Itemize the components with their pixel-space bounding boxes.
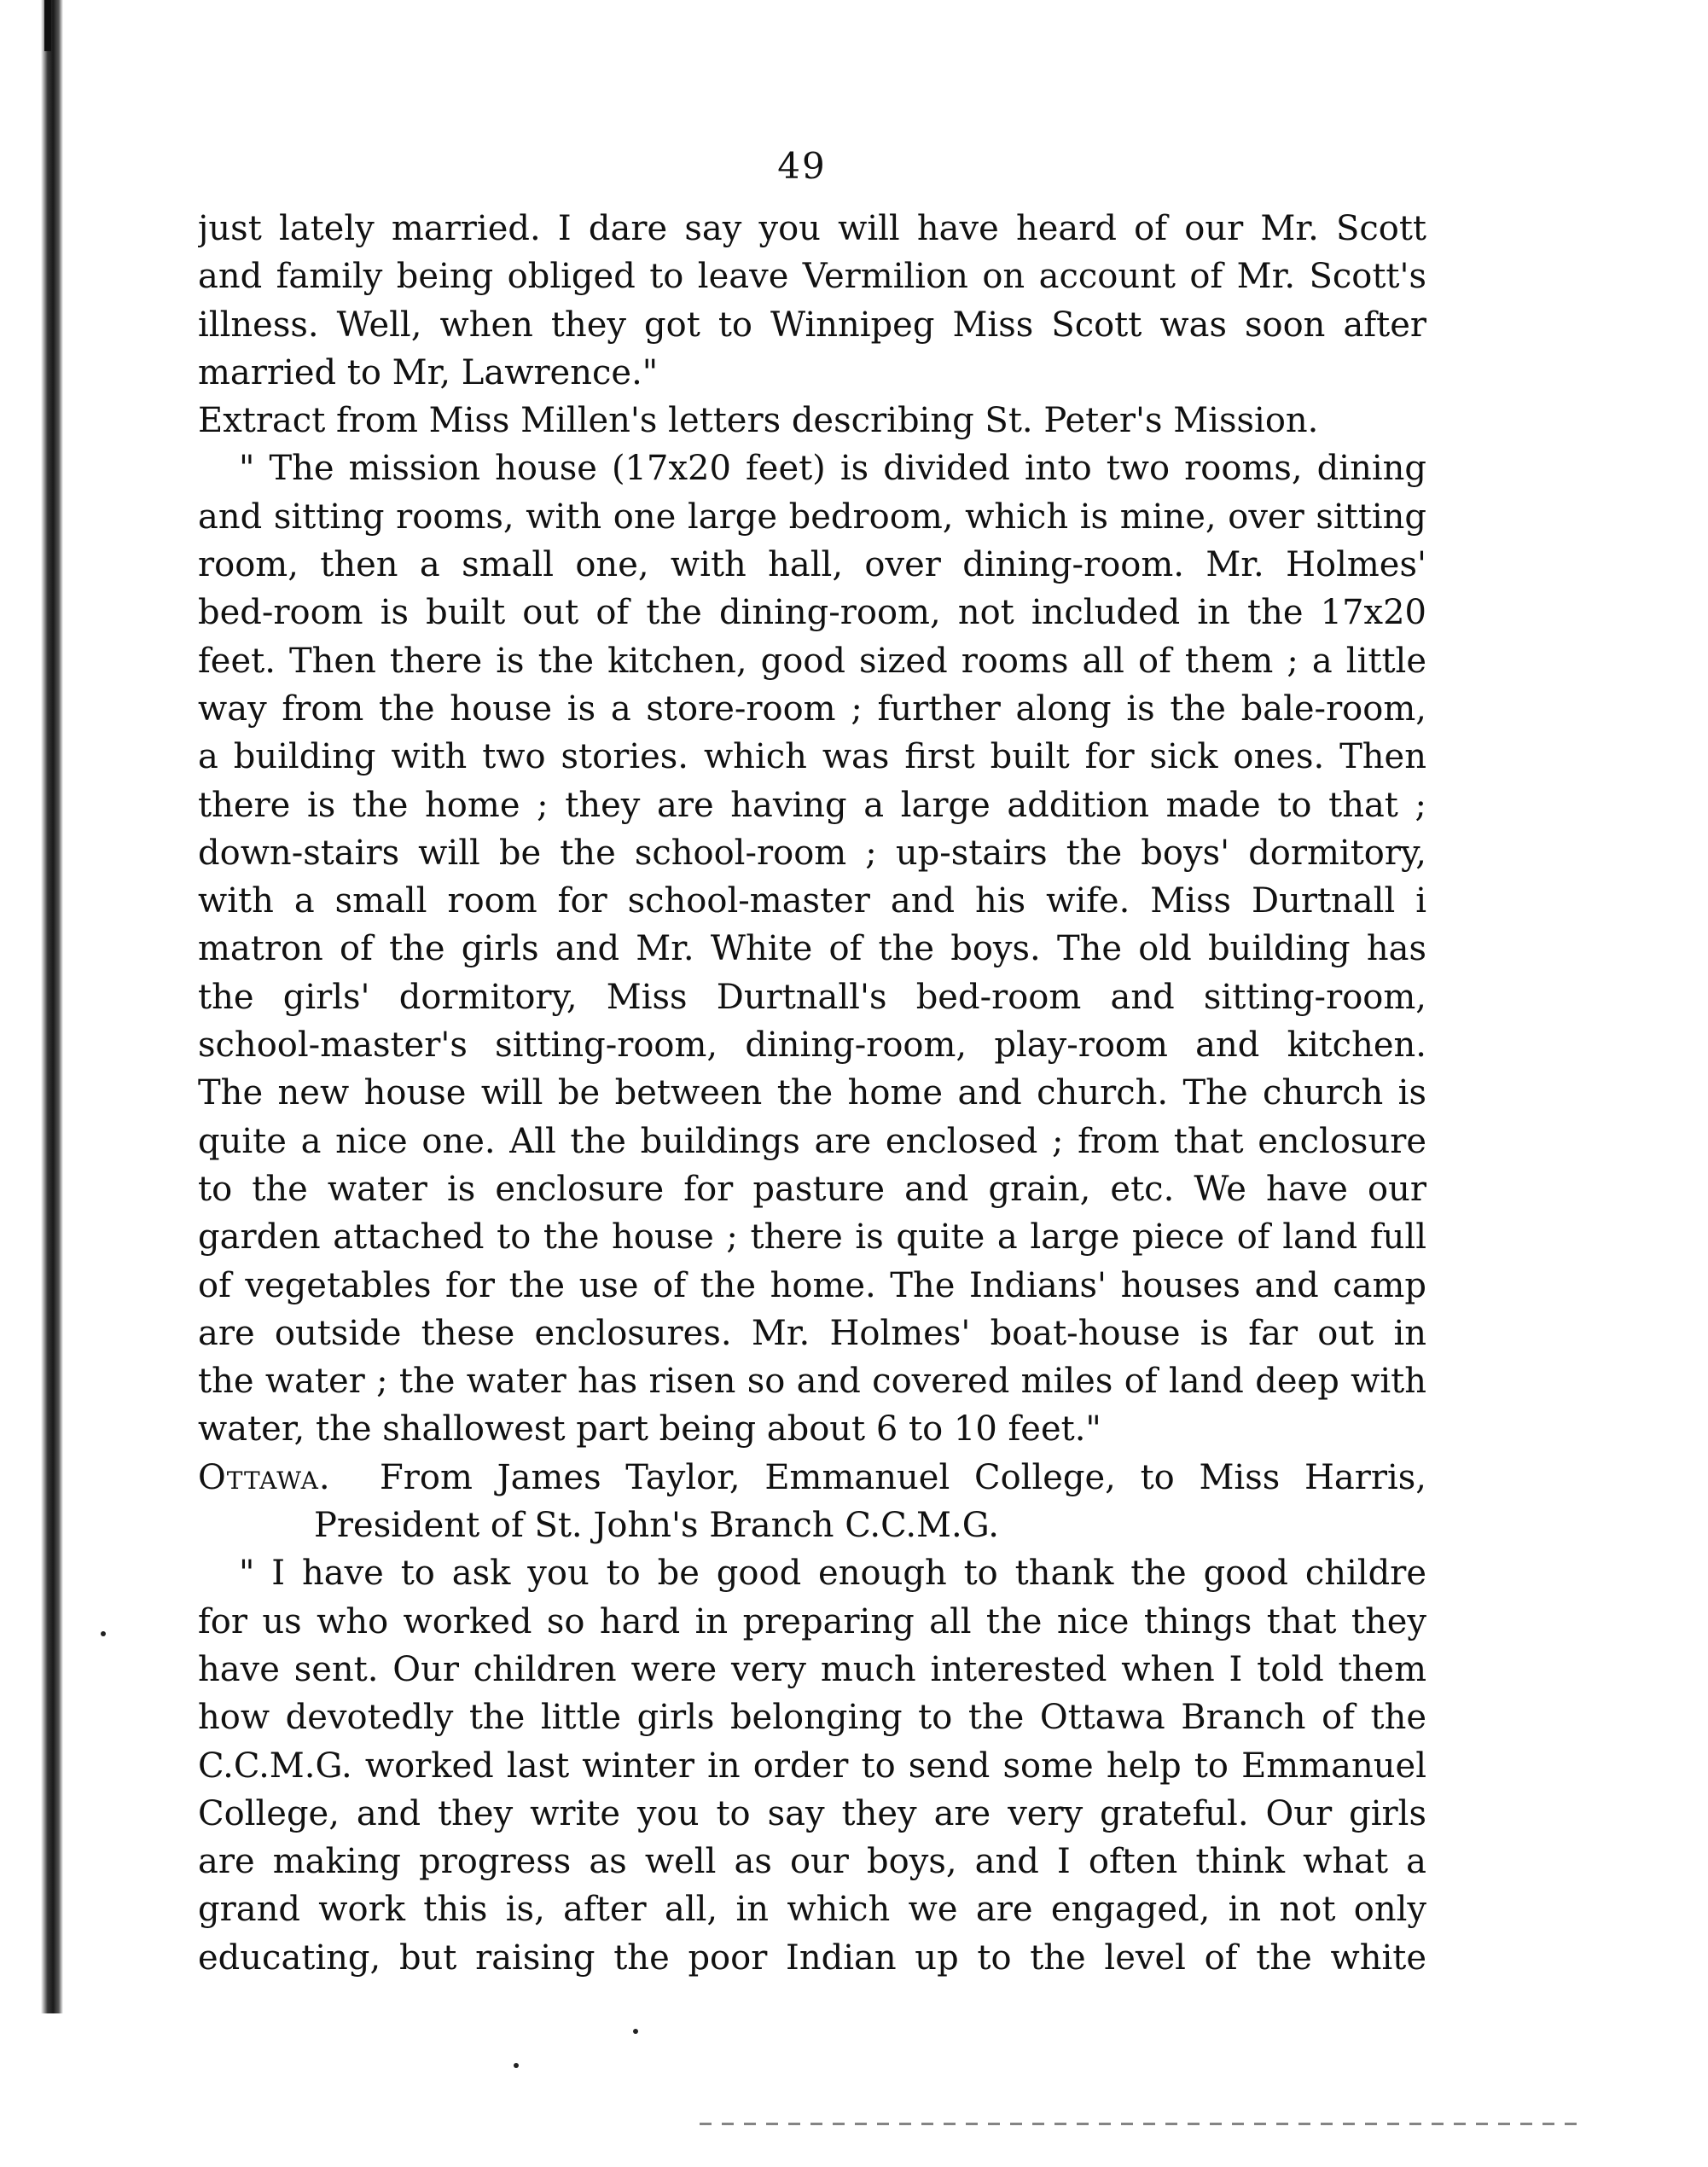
text-line: matron of the girls and Mr. White of the boys. The old building has [198,929,1426,969]
text-line: way from the house is a store-room ; further along is the bale-room, [198,688,1426,729]
binding-edge [41,0,63,2013]
text-line: bed-room is built out of the dining-room, not included in the 17x20 [198,593,1426,633]
letter-heading-line [198,1454,1426,1502]
letter-heading-text: From James Taylor, Emmanuel College, to Miss Harris, [379,1457,1426,1497]
text-line: down-stairs will be the school-room ; up-stairs the boys' dormitory, [198,833,1426,873]
text-line: and sitting rooms, with one large bedroom, which is mine, over sitting [198,497,1426,537]
text-line: to the water is enclosure for pasture and grain, etc. We have our [198,1169,1426,1209]
text-line: just lately married. I dare say you will have heard of our Mr. Scott [198,209,1426,248]
ottawa-label: Ottawa. [198,1457,331,1497]
text-line: C.C.M.G. worked last winter in order to send some help to Emmanuel [198,1746,1426,1786]
text-line: and family being obliged to leave Vermilion on account of Mr. Scott's [198,257,1426,297]
text-line: school-master's sitting-room, dining-room, play-room and kitchen. [198,1025,1426,1066]
text-line: the girls' dormitory, Miss Durtnall's bed-room and sitting-room, [198,977,1426,1017]
text-line: of vegetables for the use of the home. The Indians' houses and camp [198,1265,1426,1305]
bottom-scan-artifact [700,2123,1587,2125]
binding-edge-top [44,0,51,51]
scan-speck [633,2029,638,2034]
text-line: are outside these enclosures. Mr. Holmes' boat-house is far out in [198,1313,1426,1353]
text-line: how devotedly the little girls belonging to the Ottawa Branch of the [198,1698,1426,1738]
text-line: illness. Well, when they got to Winnipeg Miss Scott was soon after [198,305,1426,345]
text-line: water, the shallowest part being about 6 to 10 feet." [198,1409,1101,1450]
text-line: educating, but raising the poor Indian up to the level of the white [198,1938,1426,1978]
text-line: College, and they write you to say they are very grateful. Our girls [198,1793,1426,1833]
text-line: " The mission house (17x20 feet) is divided into two rooms, dining [239,449,1426,489]
text-line: a building with two stories. which was first built for sick ones. Then [198,737,1426,777]
text-line: the water ; the water has risen so and covered miles of land deep with [198,1362,1426,1402]
scan-speck [101,1631,106,1636]
text-line: for us who worked so hard in preparing all the nice things that they [198,1601,1426,1641]
text-line: are making progress as well as our boys, and I often think what a [198,1842,1426,1882]
page-number: 49 [777,145,827,187]
text-line: garden attached to the house ; there is quite a large piece of land full [198,1217,1426,1258]
text-line: with a small room for school-master and his wife. Miss Durtnall i [198,881,1426,921]
letter-heading-line-2: President of St. John's Branch C.C.M.G. [314,1506,999,1546]
text-line: have sent. Our children were very much interested when I told them [198,1649,1426,1689]
body-text [198,205,1426,1982]
text-line: " I have to ask you to be good enough to thank the good childre [239,1554,1426,1594]
text-line: there is the home ; they are having a large addition made to that ; [198,785,1426,825]
text-line: The new house will be between the home and church. The church is [198,1073,1426,1113]
text-line: grand work this is, after all, in which we are engaged, in not only [198,1890,1426,1930]
text-line: room, then a small one, with hall, over dining-room. Mr. Holmes' [198,545,1426,585]
scan-speck [514,2063,519,2068]
text-line: married to Mr, Lawrence." [198,352,659,392]
text-line: quite a nice one. All the buildings are enclosed ; from that enclosure [198,1121,1426,1161]
text-line: feet. Then there is the kitchen, good sized rooms all of them ; a little [198,641,1426,681]
section-heading: Extract from Miss Millen's letters describing St. Peter's Mission. [198,401,1319,441]
